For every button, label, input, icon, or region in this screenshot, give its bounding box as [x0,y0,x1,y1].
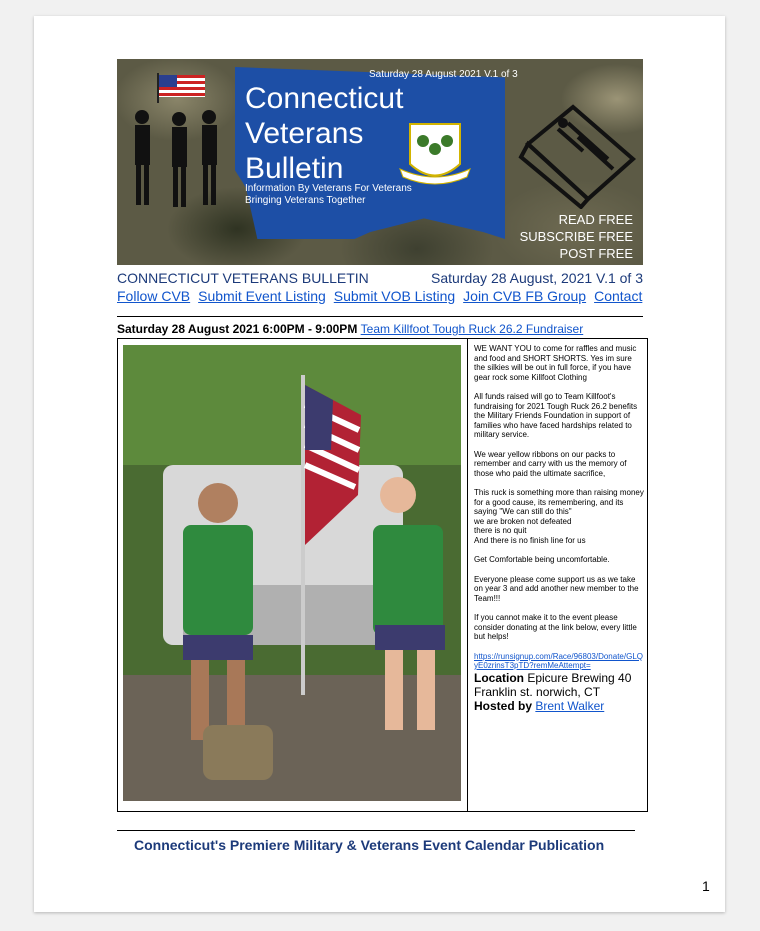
submit-vob-link[interactable]: Submit VOB Listing [333,288,456,304]
event-listing-box [117,338,648,812]
event-paragraph: WE WANT YOU to come for raffles and music and food and SHORT SHORTS. Yes im sure the silkies will be out in full force, if you have gear rock some Killfoot Clothing [474,344,637,382]
document-pen-icon [513,99,639,209]
submit-event-link[interactable]: Submit Event Listing [198,288,326,304]
banner-subtitle [245,183,412,207]
banner-ctas [520,211,633,262]
publication-name: CONNECTICUT VETERANS BULLETIN [117,270,369,286]
ruck-line: And there is no finish line for us [474,535,586,545]
banner-title [245,81,403,186]
location-label: Location [474,670,524,685]
banner-title-line: Connecticut [245,82,404,115]
contact-link[interactable]: Contact [594,288,643,304]
event-paragraph: All funds raised will go to Team Killfoot's fundraising for 2021 Tough Ruck 26.2 benefits the Military Friends Foundation in support of families who have faced hardships related to military service. [474,392,638,439]
event-host [474,699,644,713]
event-photo [123,345,461,801]
banner-date-version: Saturday 28 August 2021 V.1 of 3 [369,69,518,80]
document-page [34,16,725,912]
event-paragraph: If you cannot make it to the event please consider donating at the link below, every little but helps! [474,613,637,641]
footer-tagline: Connecticut's Premiere Military & Veterans Event Calendar Publication [134,837,605,853]
connecticut-seal-icon [395,119,475,189]
cta-post: POST FREE [559,246,633,261]
nav-links [117,288,650,304]
divider-line [117,316,643,317]
ruck-line: This ruck is something more than raising money for a good cause, its remembering, and its saying "We can still do this" [474,488,644,516]
event-title-link[interactable]: Team Killfoot Tough Ruck 26.2 Fundraiser [360,322,584,336]
event-paragraph: We wear yellow ribbons on our packs to remember and carry with us the memory of those who paid the ultimate sacrifice, [474,449,627,478]
cta-subscribe: SUBSCRIBE FREE [519,229,633,244]
footer-divider [117,830,635,831]
banner-title-line: Bulletin [245,152,344,185]
event-datetime: Saturday 28 August 2021 6:00PM - 9:00PM [117,322,358,336]
donate-link[interactable]: https://runsignup.com/Race/96803/Donate/GLQyE0zrinsT3pTD?remMeAttempt= [474,651,643,670]
host-link[interactable]: Brent Walker [535,698,605,713]
event-location [474,671,644,699]
saluting-soldiers-icon [127,99,227,229]
bulletin-banner [117,59,643,265]
follow-cvb-link[interactable]: Follow CVB [117,288,191,304]
event-heading [117,322,583,336]
banner-subtitle-line: Information By Veterans For Veterans [245,183,412,194]
banner-subtitle-line: Bringing Veterans Together [245,195,366,206]
event-paragraph [474,488,644,545]
event-description [474,344,644,713]
event-paragraph: Everyone please come support us as we take on year 3 and add another new member to the Team!!! [474,574,639,603]
ruck-line: there is no quit [474,526,527,535]
event-paragraph: Get Comfortable being uncomfortable. [474,555,610,564]
location-value: Epicure Brewing 40 Franklin st. norwich, CT [474,670,632,699]
join-fb-group-link[interactable]: Join CVB FB Group [463,288,587,304]
american-flag-icon [157,73,207,103]
banner-title-line: Veterans [245,117,364,150]
ruck-line: we are broken not defeated [474,516,572,526]
cta-read: READ FREE [558,212,633,227]
hosted-by-label: Hosted by [474,698,533,713]
publication-date: Saturday 28 August, 2021 V.1 of 3 [431,270,643,286]
page-number: 1 [702,878,710,894]
column-divider [467,339,468,811]
